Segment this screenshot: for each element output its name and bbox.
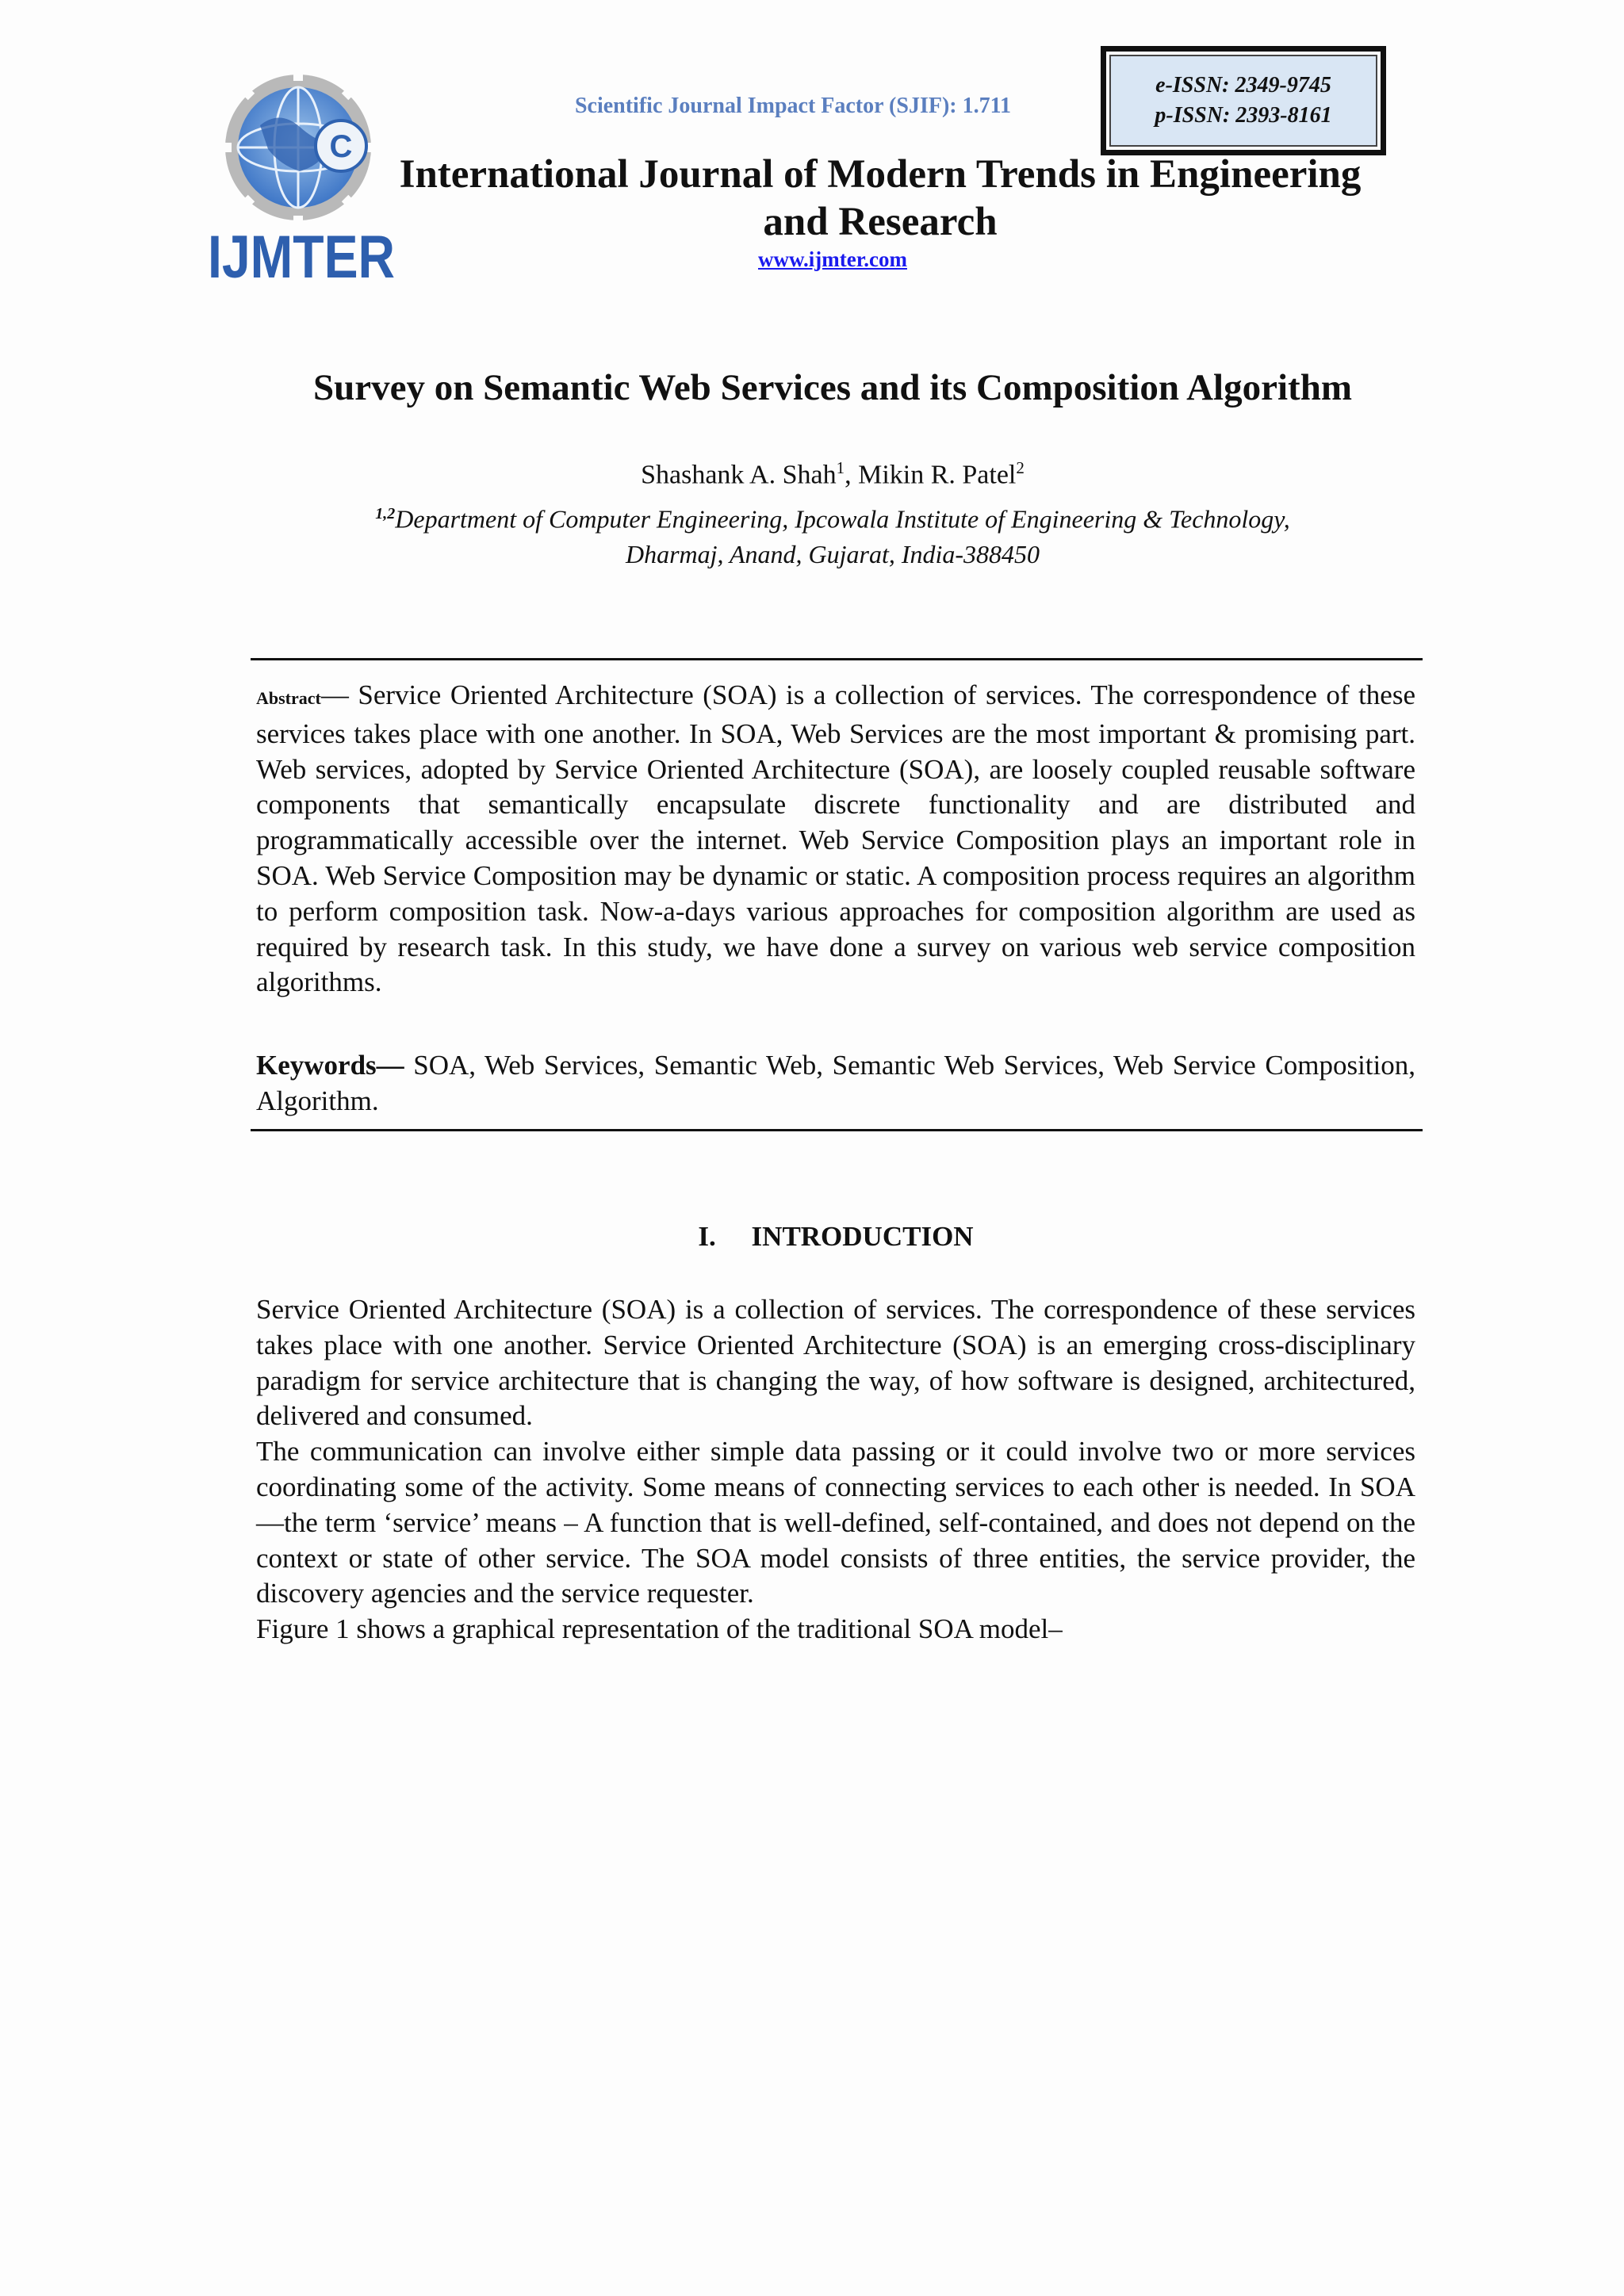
keywords-text: SOA, Web Services, Semantic Web, Semantic Web Services, Web Service Composition, Algorithm. — [256, 1050, 1415, 1116]
abstract — [256, 678, 1415, 1001]
journal-title-line2: and Research — [763, 200, 998, 244]
paper-title: Survey on Semantic Web Services and its Composition Algorithm — [313, 367, 1352, 408]
intro-paragraph-1: Service Oriented Architecture (SOA) is a collection of services. The correspondence of these services takes place with one another. Service Oriented Architecture (SOA) is an emerging cross-disciplinary paradigm for service architecture that is changing the way, of how software is designed, architectured, delivered and consumed. — [256, 1294, 1415, 1432]
affiliation-line2: Dharmaj, Anand, Gujarat, India-388450 — [625, 539, 1040, 568]
introduction-body — [256, 1292, 1415, 1647]
affiliation — [262, 496, 1404, 572]
abstract-label: Abstract — [256, 688, 321, 708]
affiliation-sup: 1,2 — [375, 505, 396, 522]
pissn: p-ISSN: 2393-8161 — [1155, 103, 1332, 128]
abstract-text: Service Oriented Architecture (SOA) is a collection of services. The correspondence of these services takes place with one another. In SOA, Web Services are the most important & promising part. Web services, adopted by Service Oriented Architecture (SOA), are loosely coupled reusable software components that semantically encapsulate discrete functionality and are distributed and programmatically accessible over the internet. Web Service Composition plays an important role in SOA. Web Service Composition may be dynamic or static. A composition process requires an algorithm to perform composition task. Now-a-days various approaches for composition algorithm are used as required by research task. In this study, we have done a survey on various web service composition algorithms. — [256, 679, 1415, 998]
svg-text:C: C — [329, 129, 353, 164]
author-1-sup: 1 — [836, 458, 845, 477]
section-heading-introduction: I. INTRODUCTION — [698, 1221, 974, 1252]
keywords-label: Keywords— — [256, 1050, 404, 1081]
author-2: Mikin R. Patel — [858, 460, 1017, 490]
impact-factor: Scientific Journal Impact Factor (SJIF): 1.711 — [574, 94, 1012, 118]
journal-logo — [205, 70, 398, 289]
author-2-sup: 2 — [1016, 458, 1025, 477]
author-separator: , — [845, 460, 859, 490]
journal-title-line1: International Journal of Modern Trends in Engineering — [399, 152, 1362, 197]
svg-text:IJMTER: IJMTER — [208, 224, 395, 291]
authors — [317, 458, 1348, 490]
abstract-dash: — — [320, 679, 358, 710]
author-1: Shashank A. Shah — [641, 460, 837, 490]
divider-bottom — [251, 1129, 1423, 1131]
journal-url-link[interactable]: www.ijmter.com — [758, 247, 907, 271]
keywords — [256, 1048, 1415, 1119]
divider-top — [251, 658, 1423, 660]
intro-paragraph-3: Figure 1 shows a graphical representation of the traditional SOA model– — [256, 1613, 1063, 1645]
globe-logo-icon — [205, 70, 398, 289]
intro-paragraph-2: The communication can involve either simple data passing or it could involve two or more services coordinating some of the activity. Some means of connecting services to each other is needed. In SOA—the term ‘service’ means – A function that is well-defined, self-contained, and does not depend on the context or state of other service. The SOA model consists of three entities, the service provider, the discovery agencies and the service requester. — [256, 1436, 1415, 1609]
eissn: e-ISSN: 2349-9745 — [1155, 73, 1331, 98]
issn-box — [1101, 46, 1386, 155]
journal-title — [373, 151, 1388, 246]
affiliation-line1: Department of Computer Engineering, Ipcowala Institute of Engineering & Technology, — [395, 504, 1290, 534]
